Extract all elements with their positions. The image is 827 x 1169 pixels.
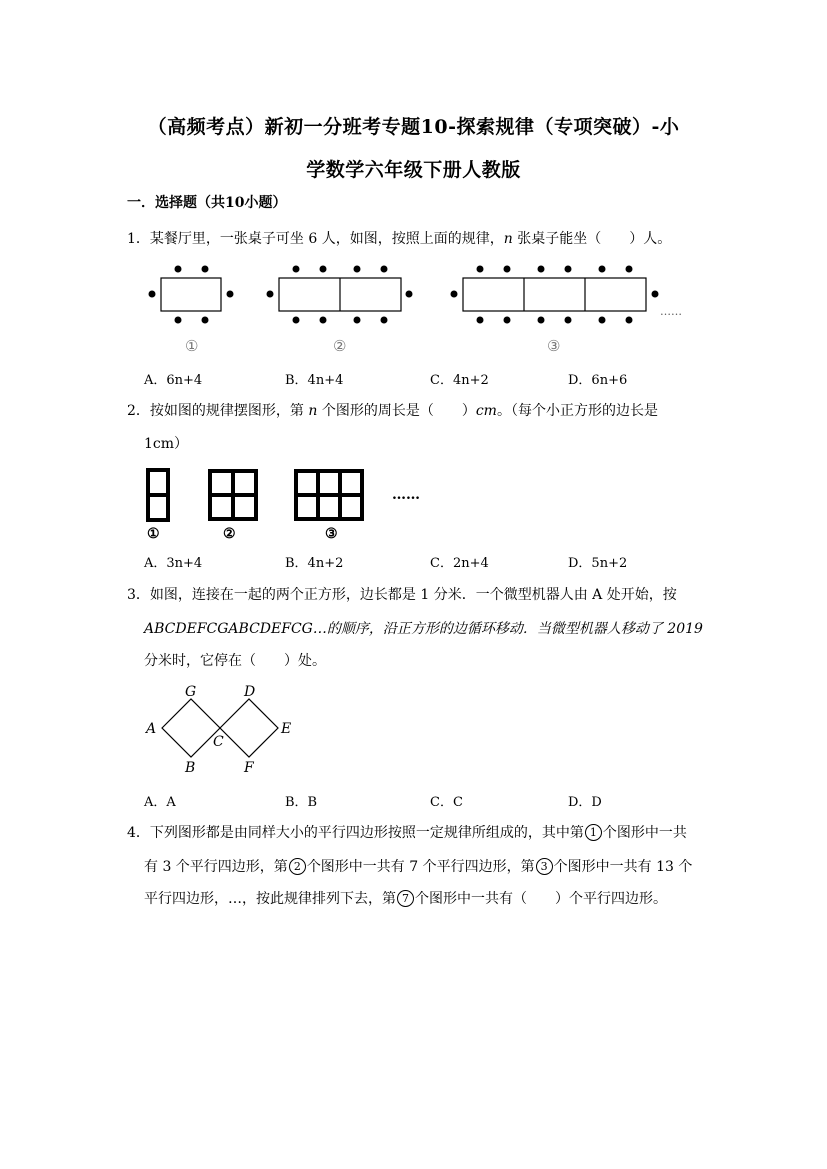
q1-pattern-1 [149, 266, 234, 324]
title-line-2: 学数学六年级下册人教版 [306, 159, 521, 181]
q3-label-a: A [146, 721, 157, 737]
q4-text-line-2 [144, 856, 692, 876]
q1-text [127, 228, 671, 248]
q2-option-d[interactable]: D．5n+2 [568, 556, 628, 571]
q1-pattern-2 [267, 266, 413, 324]
section-heading: 一．选择题（共10小题） [127, 195, 287, 211]
q3-label-e: E [281, 721, 292, 737]
q1-fig-label-2: ② [333, 337, 347, 355]
q2-option-b[interactable]: B．4n+2 [285, 556, 344, 571]
q3-option-a[interactable]: A．A [144, 795, 176, 810]
q2-figure [0, 466, 827, 546]
q2-pattern-3 [296, 471, 362, 519]
q4-line2-c: 个图形中一共有 13 个 [553, 859, 693, 875]
q4-circled-7: 7 [397, 890, 414, 907]
q4-line1-a: 4．下列图形都是由同样大小的平行四边形按照一定规律所组成的，其中第 [127, 825, 584, 841]
q2-unit: cm [475, 403, 497, 419]
q4-line1-b: 个图形中一共 [602, 825, 687, 841]
q3-text-line-3: 分米时，它停在（ ）处。 [144, 653, 326, 669]
q2-text-c: 。（每个小正方形的边长是 [496, 403, 658, 419]
q2-var: n [308, 403, 318, 419]
q4-circled-2: 2 [289, 858, 306, 875]
q3-figure [0, 682, 827, 782]
q2-option-a[interactable]: A．3n+4 [144, 556, 203, 571]
q1-option-b[interactable]: B．4n+4 [285, 373, 344, 388]
q1-option-d[interactable]: D．6n+6 [568, 373, 628, 388]
q4-line2-b: 个图形中一共有 7 个平行四边形，第 [306, 859, 535, 875]
q1-fig-label-3: ③ [547, 337, 561, 355]
q2-ellipsis: …… [392, 487, 420, 503]
q3-option-b[interactable]: B．B [285, 795, 318, 810]
q4-text-line-3 [144, 888, 667, 908]
q2-text-b: 个图形的周长是（ ） [317, 403, 476, 419]
q2-pattern-1 [148, 470, 168, 520]
q1-pattern-3 [451, 266, 659, 324]
q1-option-a[interactable]: A．6n+4 [144, 373, 203, 388]
q1-fig-label-1: ① [185, 337, 199, 355]
q3-label-c: C [213, 734, 224, 750]
q4-text-line-1 [127, 822, 687, 842]
q2-pattern-2 [210, 471, 256, 519]
q3-label-f: F [244, 760, 254, 776]
q1-ellipsis: …… [660, 305, 682, 318]
title-line-1: （高频考点）新初一分班考专题10-探索规律（专项突破）-小 [147, 116, 680, 138]
q2-text-line-2: 1cm） [144, 436, 189, 452]
q2-fig-label-3: ③ [325, 526, 338, 542]
q2-text-a: 2．按如图的规律摆图形，第 [127, 403, 309, 419]
q3-option-d[interactable]: D．D [568, 795, 602, 810]
q4-line3-a: 平行四边形，…，按此规律排列下去，第 [144, 891, 396, 907]
q4-line2-a: 有 3 个平行四边形，第 [144, 859, 288, 875]
q3-text-line-2: ABCDEFCGABCDEFCG…的顺序，沿正方形的边循环移动．当微型机器人移动了 2019 [144, 621, 703, 637]
q2-text [127, 400, 658, 420]
q3-text-line-1: 3．如图，连接在一起的两个正方形，边长都是 1 分米．一个微型机器人由 A 处开始，按 [127, 587, 677, 603]
q2-option-c[interactable]: C．2n+4 [430, 556, 489, 571]
q3-label-d: D [244, 684, 256, 700]
q2-fig-label-1: ① [147, 526, 160, 542]
q1-text-a: 1．某餐厅里，一张桌子可坐 6 人，如图，按照上面的规律， [127, 231, 504, 247]
q4-line3-b: 个图形中一共有（ ）个平行四边形。 [415, 891, 667, 907]
q4-circled-3: 3 [536, 858, 553, 875]
q1-var: n [503, 231, 513, 247]
q3-label-b: B [185, 760, 196, 776]
q1-option-c[interactable]: C．4n+2 [430, 373, 489, 388]
q3-label-g: G [185, 684, 197, 700]
q4-circled-1: 1 [585, 824, 602, 841]
q1-text-b: 张桌子能坐（ ）人。 [512, 231, 672, 247]
q3-option-c[interactable]: C．C [430, 795, 463, 810]
q2-fig-label-2: ② [223, 526, 236, 542]
q1-figure [0, 260, 827, 380]
